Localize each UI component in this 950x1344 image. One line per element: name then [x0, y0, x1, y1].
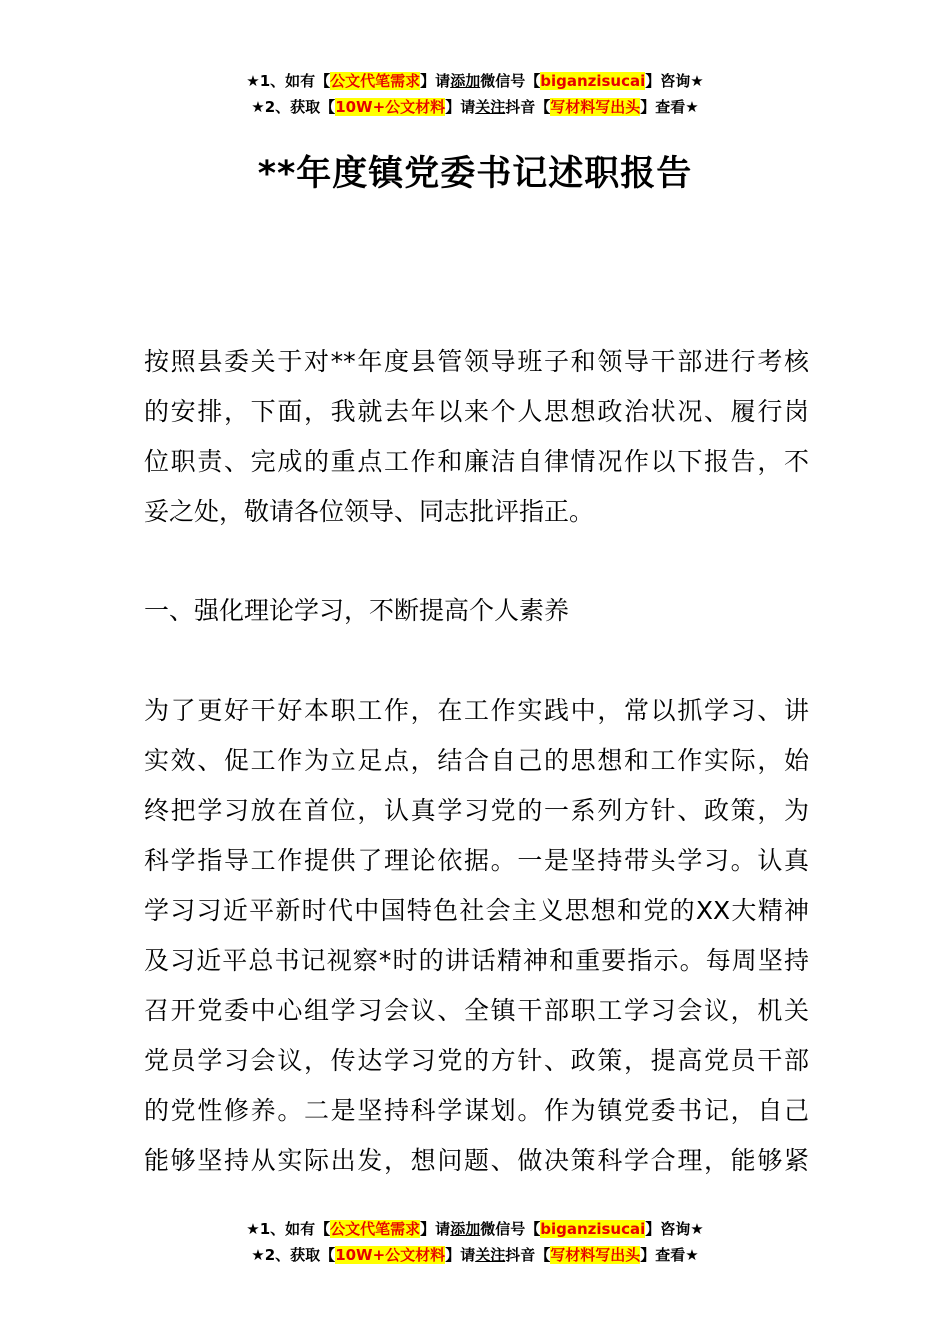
banner-text: 】咨询★ — [645, 72, 704, 90]
text-line: 科学指导工作提供了理论依据。一是坚持带头学习。认真 — [144, 846, 809, 875]
text-line: 召开党委中心组学习会议、全镇干部职工学习会议，机关 — [144, 996, 809, 1025]
banner-highlight: 公文代笔需求 — [330, 72, 421, 90]
banner-emphasis: 关注 — [475, 98, 506, 116]
banner-line-2 — [0, 94, 950, 120]
banner-text: 】请 — [445, 1246, 476, 1264]
footer-banner — [0, 1216, 950, 1268]
banner-highlight: 10W+公文材料 — [335, 98, 446, 116]
banner-text: 】查看★ — [640, 98, 699, 116]
intro-paragraph — [144, 337, 809, 537]
text-line: 学习习近平新时代中国特色社会主义思想和党的XX大精神 — [144, 896, 809, 925]
banner-line-1 — [0, 68, 950, 94]
banner-text: ★1、如有【 — [246, 1220, 331, 1238]
banner-wechat-id: biganzisucai — [540, 72, 646, 90]
banner-highlight: 10W+公文材料 — [335, 1246, 446, 1264]
section-heading-text: 一、强化理论学习，不断提高个人素养 — [144, 596, 570, 625]
banner-emphasis: 关注 — [475, 1246, 506, 1264]
text-line: 妥之处，敬请各位领导、同志批评指正。 — [144, 497, 595, 526]
section-heading — [144, 586, 809, 636]
banner-text: 抖音【 — [505, 98, 551, 116]
banner-text: ★2、获取【 — [251, 98, 336, 116]
banner-line-1 — [0, 1216, 950, 1242]
banner-douyin-id: 写材料写出头 — [550, 98, 641, 116]
banner-text: ★2、获取【 — [251, 1246, 336, 1264]
banner-text: 】咨询★ — [645, 1220, 704, 1238]
text-line: 的党性修养。二是坚持科学谋划。作为镇党委书记，自己 — [144, 1096, 809, 1125]
text-line: 及习近平总书记视察*时的讲话精神和重要指示。每周坚持 — [144, 946, 809, 975]
text-line: 为了更好干好本职工作，在工作实践中，常以抓学习、讲 — [144, 696, 809, 725]
banner-emphasis: 添加 — [450, 1220, 481, 1238]
banner-text: 】查看★ — [640, 1246, 699, 1264]
banner-douyin-id: 写材料写出头 — [550, 1246, 641, 1264]
text-line: 终把学习放在首位，认真学习党的一系列方针、政策，为 — [144, 796, 809, 825]
banner-wechat-id: biganzisucai — [540, 1220, 646, 1238]
text-line: 党员学习会议，传达学习党的方针、政策，提高党员干部 — [144, 1046, 809, 1075]
banner-text: 微信号【 — [480, 72, 541, 90]
section-paragraph — [144, 686, 809, 1186]
banner-text: ★1、如有【 — [246, 72, 331, 90]
text-line: 按照县委关于对**年度县管领导班子和领导干部进行考核 — [144, 347, 809, 376]
banner-text: 】请 — [445, 98, 476, 116]
banner-highlight: 公文代笔需求 — [330, 1220, 421, 1238]
text-line: 的安排，下面，我就去年以来个人思想政治状况、履行岗 — [144, 397, 809, 426]
banner-emphasis: 添加 — [450, 72, 481, 90]
text-line: 位职责、完成的重点工作和廉洁自律情况作以下报告，不 — [144, 447, 809, 476]
banner-text: 抖音【 — [505, 1246, 551, 1264]
text-line: 实效、促工作为立足点，结合自己的思想和工作实际，始 — [144, 746, 809, 775]
banner-text: 】请 — [420, 72, 451, 90]
text-line: 能够坚持从实际出发，想问题、做决策科学合理，能够紧 — [144, 1146, 809, 1175]
header-banner — [0, 68, 950, 120]
banner-text: 】请 — [420, 1220, 451, 1238]
banner-line-2 — [0, 1242, 950, 1268]
document-title: **年度镇党委书记述职报告 — [257, 154, 693, 194]
banner-text: 微信号【 — [480, 1220, 541, 1238]
